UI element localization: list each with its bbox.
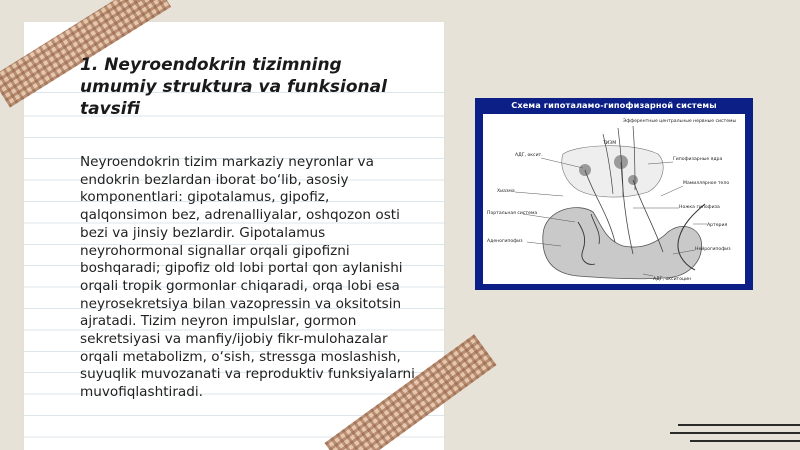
decorative-line-2 xyxy=(670,432,800,434)
label-adg-bottom: АДГ, окситоцин xyxy=(653,277,692,282)
slide-title: 1. Neyroendokrin tizimning umumiy struktura va funksional tavsifi xyxy=(80,55,387,119)
label-neuro: Нейрогипофиз xyxy=(695,247,731,252)
label-tizm: ТИЗМ xyxy=(603,141,617,146)
diagram-title: Схема гипоталамо-гипофизарной системы xyxy=(511,100,717,110)
label-nojka: Ножка гипофиза xyxy=(679,205,720,210)
label-arteria: Артерия xyxy=(707,223,728,228)
label-mamm: Мамиллярное тело xyxy=(683,181,730,186)
hypothalamic-pituitary-diagram xyxy=(475,98,753,290)
decorative-line-3 xyxy=(690,440,800,442)
label-hiasma: Хиазма xyxy=(497,189,515,194)
decorative-line-1 xyxy=(678,424,800,426)
label-adeno: Аденогипофиз xyxy=(487,239,523,244)
label-gipof: Гипофизарные ядра xyxy=(673,157,723,162)
label-efferent: Эфферентные центральные нервные системы xyxy=(623,119,737,124)
label-portal: Портальная система xyxy=(487,211,538,216)
diagram-canvas xyxy=(483,114,745,284)
diagram-sketch-svg xyxy=(483,114,745,284)
label-adg: АДГ, оксит. xyxy=(515,153,543,158)
slide-body-text: Neyroendokrin tizim markaziy neyronlar va endokrin bezlardan iborat bo‘lib, asosiy komponentlari: gipotalamus, gipofiz, qalqonsimon bez, adrenalliyalar, oshqozon osti bezi va jinsiy bezlardir. Gipotalamus neyrohormonal signallar orqali gipofizni boshqaradi; gipofiz old lobi portal qon aylanishi orqali tropik gormonlar chiqaradi, orqa lobi esa neyrosekretsiya bilan vazopressin va oksitotsin ajratadi. Tizim neyron impulslar, gormon sekretsiyasi va manfiy/ijobiy fikr-mulohazalar orqali metabolizm, o‘sish, stressga moslashish, suyuqlik muvozanati va reproduktiv funksiyalarni muvofiqlashtiradi. xyxy=(80,154,415,401)
